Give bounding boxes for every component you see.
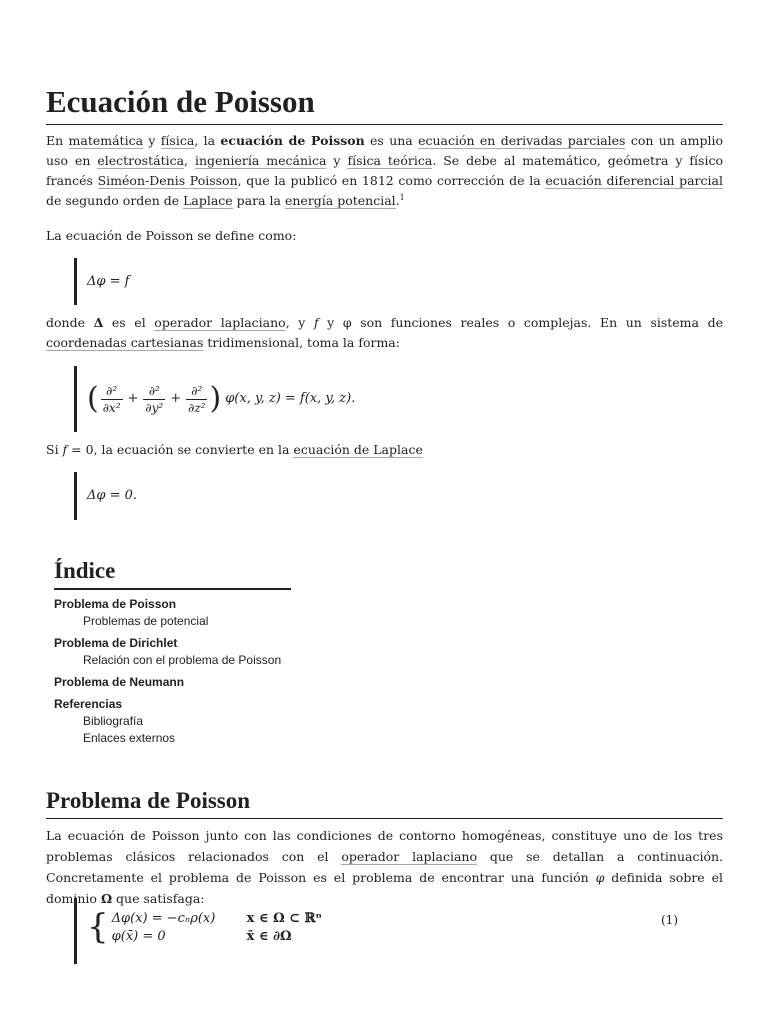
toc-heading: Índice xyxy=(54,556,291,590)
case-1-right: x ∈ Ω ⊂ ℝⁿ xyxy=(246,911,323,926)
text: , que la publicó en 1812 como corrección de la xyxy=(237,173,546,188)
case-1-left: Δφ(x) = −cₙρ(x) xyxy=(111,911,216,926)
case-2-left: φ(x̄) = 0 xyxy=(111,929,166,944)
toc-link[interactable]: Problema de Neumann xyxy=(54,675,185,689)
equation-rhs: φ(x, y, z) = f(x, y, z). xyxy=(225,391,356,406)
cases xyxy=(112,910,323,946)
text: La ecuación de Poisson junto con las condiciones de contorno homogéneas, constituye uno de los tres problemas clásicos relacionados con el xyxy=(46,828,723,864)
text: , y xyxy=(285,315,314,330)
denominator: ∂x² xyxy=(102,400,121,415)
case-row-2 xyxy=(112,928,323,946)
numerator: ∂² xyxy=(101,383,123,400)
toc-sublink[interactable]: Bibliografía xyxy=(83,714,144,728)
text: , la xyxy=(194,133,221,148)
link-laplace[interactable]: Laplace xyxy=(183,193,233,208)
text: , xyxy=(184,153,195,168)
brace-open: { xyxy=(87,907,109,947)
equation-text: Δφ = f xyxy=(87,274,130,289)
link-energia-potencial[interactable]: energía potencial xyxy=(284,193,396,208)
link-fisica[interactable]: física xyxy=(160,133,195,148)
paren-open: ( xyxy=(87,381,99,416)
text: En xyxy=(46,133,69,148)
equation-number: (1) xyxy=(661,913,678,927)
reference-marker[interactable]: 1 xyxy=(399,192,405,202)
toc-link[interactable]: Problema de Dirichlet xyxy=(54,636,178,650)
fraction-y xyxy=(143,383,165,416)
equation-system xyxy=(74,898,694,964)
toc-item-problema-de-neumann[interactable] xyxy=(54,674,294,691)
text: definida sobre el dominio xyxy=(46,870,724,906)
case-row-1 xyxy=(112,910,323,928)
equation-text: Δφ = 0. xyxy=(87,488,138,503)
text: de segundo orden de xyxy=(46,193,184,208)
link-fisica-teorica[interactable]: física teórica xyxy=(347,153,433,168)
plus: + xyxy=(170,391,182,406)
section-heading-problema-de-poisson: Problema de Poisson xyxy=(46,786,723,819)
intro-paragraph xyxy=(46,131,723,211)
link-ecuacion-derivadas-parciales[interactable]: ecuación en derivadas parciales xyxy=(418,133,626,148)
numerator: ∂² xyxy=(186,383,207,400)
paren-close: ) xyxy=(209,381,222,416)
toc-item-referencias[interactable] xyxy=(54,696,294,747)
toc-sublink[interactable]: Enlaces externos xyxy=(83,731,176,745)
fraction-x xyxy=(101,383,123,416)
link-electrostatica[interactable]: electrostática xyxy=(97,153,185,168)
text: que satisfaga: xyxy=(112,891,205,906)
link-matematica[interactable]: matemática xyxy=(68,133,144,148)
text: y xyxy=(143,133,161,148)
text: con un amplio uso en xyxy=(46,133,724,168)
text: donde xyxy=(46,315,94,330)
text: es una xyxy=(364,133,419,148)
link-operador-laplaciano-2[interactable]: operador laplaciano xyxy=(341,849,478,864)
laplacian-symbol: Δ xyxy=(93,315,104,330)
case-2-right: x̄ ∈ ∂Ω xyxy=(246,929,292,944)
equation-cartesian xyxy=(74,366,355,432)
denominator: ∂y² xyxy=(145,400,164,415)
toc-link[interactable]: Problema de Poisson xyxy=(54,597,177,611)
text: Si xyxy=(46,442,63,457)
text: = 0, la ecuación se convierte en la xyxy=(67,442,294,457)
link-simeon-denis-poisson[interactable]: Siméon-Denis Poisson xyxy=(97,173,238,188)
toc-item-problema-de-dirichlet[interactable] xyxy=(54,635,294,669)
toc-sublink[interactable]: Relación con el problema de Poisson xyxy=(83,653,282,667)
table-of-contents xyxy=(54,556,294,747)
numerator: ∂² xyxy=(143,383,165,400)
section-paragraph xyxy=(46,825,723,909)
link-ingenieria-mecanica[interactable]: ingeniería mecánica xyxy=(194,153,327,168)
text: y φ son funciones reales o complejas. En un sistema de xyxy=(318,315,723,330)
toc-sublink[interactable]: Problemas de potencial xyxy=(83,614,209,628)
plus: + xyxy=(127,391,139,406)
text: que se detallan a continuación. Concretamente el problema de Poisson es el problema de encontrar una función xyxy=(46,849,723,885)
toc-link[interactable]: Referencias xyxy=(54,697,123,711)
equation-poisson xyxy=(74,258,129,305)
denominator: ∂z² xyxy=(188,400,206,415)
function-f: f xyxy=(313,315,319,330)
fraction-z xyxy=(186,383,207,416)
link-ecuacion-diferencial-parcial[interactable]: ecuación diferencial parcial xyxy=(545,173,723,188)
omega-symbol: Ω xyxy=(100,891,113,906)
text: y xyxy=(326,153,348,168)
link-coordenadas-cartesianas[interactable]: coordenadas cartesianas xyxy=(46,335,204,350)
text: es el xyxy=(103,315,155,330)
link-operador-laplaciano[interactable]: operador laplaciano xyxy=(154,315,286,330)
text: para la xyxy=(232,193,285,208)
toc-item-problema-de-poisson[interactable] xyxy=(54,596,294,630)
link-ecuacion-de-laplace[interactable]: ecuación de Laplace xyxy=(293,442,423,457)
si-paragraph xyxy=(46,440,723,460)
phi-symbol: φ xyxy=(595,870,605,885)
text: . xyxy=(395,193,400,208)
page-title: Ecuación de Poisson xyxy=(46,84,723,125)
definition-text: La ecuación de Poisson se define como: xyxy=(46,228,297,243)
text: tridimensional, toma la forma: xyxy=(203,335,400,350)
donde-paragraph xyxy=(46,313,723,353)
equation-laplace xyxy=(74,472,137,520)
bold-term: ecuación de Poisson xyxy=(220,133,365,148)
function-f: f xyxy=(62,442,68,457)
text: . Se debe al matemático, geómetra y físico francés xyxy=(46,153,723,188)
